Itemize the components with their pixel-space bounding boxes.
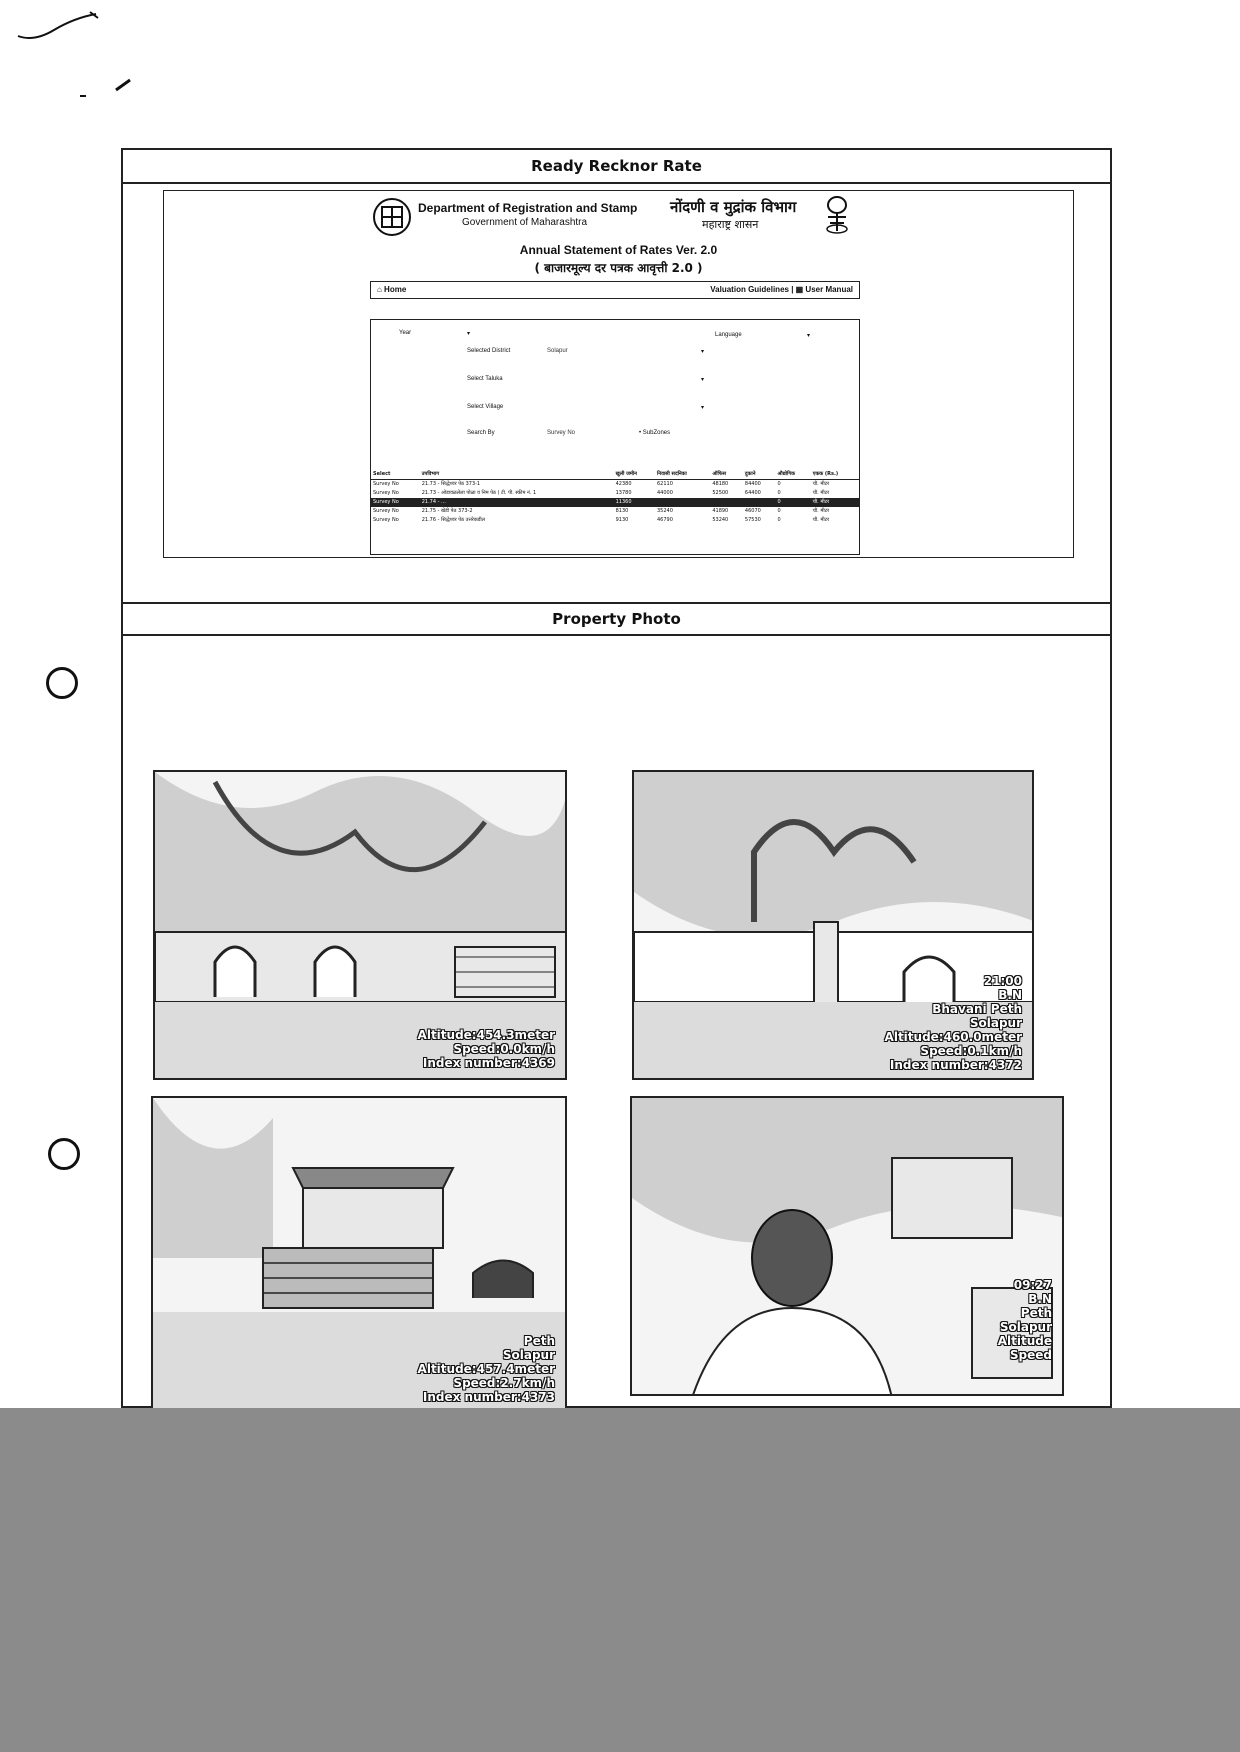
table-cell: 84400 — [744, 481, 761, 487]
statement-title-en: Annual Statement of Rates Ver. 2.0 — [519, 243, 718, 257]
property-photo[interactable] — [153, 770, 567, 1080]
table-cell: Survey No — [373, 517, 399, 523]
overlay-line: Altitude:457.4meter — [417, 1362, 555, 1376]
table-row[interactable] — [371, 480, 859, 490]
photo-gps-overlay — [418, 1334, 555, 1404]
table-cell: 52500 — [712, 490, 729, 496]
overlay-line: B.N — [998, 988, 1022, 1002]
table-cell: 42380 — [615, 481, 632, 487]
table-cell: 48180 — [712, 481, 729, 487]
overlay-line: Speed:0.1km/h — [920, 1044, 1022, 1058]
rate-table — [371, 470, 859, 525]
table-cell: Survey No — [373, 490, 399, 496]
table-cell: 21.73 - सिद्धेश्वर पेठ 373-1 — [421, 481, 481, 487]
state-emblem-icon — [824, 195, 850, 235]
chevron-down-icon[interactable]: ▾ — [467, 331, 471, 337]
search-by-value[interactable]: Survey No — [547, 430, 576, 436]
report-frame — [121, 148, 1112, 1408]
chevron-down-icon[interactable]: ▾ — [807, 333, 811, 339]
department-name-mr: नोंदणी व मुद्रांक विभाग — [670, 198, 797, 216]
punch-hole — [48, 1138, 80, 1170]
chevron-down-icon[interactable]: ▾ — [701, 377, 705, 383]
table-cell: 62110 — [657, 481, 673, 487]
column-header: औद्योगिक — [777, 471, 795, 477]
overlay-line: Altitude:454.3meter — [417, 1028, 555, 1042]
chevron-down-icon[interactable]: ▾ — [701, 405, 705, 411]
government-name-en: Government of Maharashtra — [462, 217, 588, 228]
portal-nav-bar — [370, 281, 860, 299]
column-header: निवासी सदनिका — [657, 471, 687, 477]
property-photo-header: Property Photo — [123, 602, 1110, 636]
column-header: एकक (Rs.) — [812, 471, 839, 477]
overlay-line: Peth — [1020, 1306, 1052, 1320]
rate-search-form — [370, 319, 860, 555]
overlay-line: Speed — [1009, 1348, 1052, 1362]
portal-header — [372, 195, 852, 243]
column-header: खुली जमीन — [615, 471, 637, 477]
punch-hole — [46, 667, 78, 699]
overlay-line: 09:27 — [1013, 1278, 1052, 1292]
table-cell: 64400 — [744, 490, 761, 496]
village-label: Select Village — [467, 404, 504, 410]
table-cell: 44000 — [657, 490, 673, 496]
table-row-selected[interactable] — [371, 498, 859, 507]
overlay-line: Peth — [523, 1334, 555, 1348]
table-cell — [655, 498, 710, 507]
district-label: Selected District — [467, 348, 511, 354]
scan-mark-small — [76, 72, 136, 102]
overlay-line: Altitude:460.0meter — [884, 1030, 1022, 1044]
year-label: Year — [399, 330, 412, 336]
overlay-line: Speed:0.0km/h — [453, 1042, 555, 1056]
table-cell: Survey No — [373, 508, 399, 514]
property-photo[interactable] — [630, 1096, 1064, 1396]
overlay-line: Solapur — [969, 1016, 1022, 1030]
statement-title-mr: ( बाजारमूल्य दर पत्रक आवृत्ती 2.0 ) — [534, 261, 703, 275]
table-cell: 8130 — [615, 508, 629, 514]
table-cell: 0 — [775, 498, 810, 507]
table-row[interactable] — [371, 489, 859, 498]
overlay-line: B.N — [1028, 1292, 1052, 1306]
photo-gps-overlay — [885, 974, 1022, 1072]
chevron-down-icon[interactable]: ▾ — [701, 349, 705, 355]
column-header: उपविभाग — [421, 471, 440, 477]
language-label: Language — [715, 332, 742, 338]
column-header: Select — [373, 471, 391, 477]
property-photo[interactable] — [632, 770, 1034, 1080]
table-cell: 57530 — [744, 517, 761, 523]
photo-gps-overlay — [418, 1028, 555, 1070]
table-cell: 0 — [777, 490, 781, 496]
overlay-line: 21:00 — [983, 974, 1022, 988]
table-cell — [743, 498, 776, 507]
table-cell: चौ. मीटर — [812, 481, 830, 487]
property-photo[interactable] — [151, 1096, 567, 1410]
table-cell: 46070 — [744, 508, 761, 514]
scan-grey-band — [0, 1408, 1240, 1752]
scan-mark-top — [14, 6, 104, 46]
department-name-en: Department of Registration and Stamp — [418, 201, 638, 215]
subzone-option[interactable]: • SubZones — [639, 430, 671, 436]
photo-gps-overlay — [998, 1278, 1052, 1362]
nav-home-link[interactable]: ⌂ Home — [377, 285, 407, 294]
table-cell: चौ. मीटर — [812, 517, 830, 523]
overlay-line: Bhavani Peth — [932, 1002, 1022, 1016]
overlay-line: Solapur — [999, 1320, 1052, 1334]
search-by-label: Search By — [467, 430, 495, 436]
nav-guidelines-link[interactable]: Valuation Guidelines | ▦ User Manual — [710, 285, 853, 294]
table-cell: 35240 — [657, 508, 673, 514]
table-cell: 21.73 - ओडावळलेला पोळा व निम पेठ ( टी. पी. स्कीम नं. 1 — [421, 490, 537, 496]
table-cell: Survey No — [371, 498, 420, 507]
overlay-line: Index number:4373 — [422, 1390, 555, 1404]
taluka-label: Select Taluka — [467, 376, 503, 382]
table-cell: 9130 — [615, 517, 629, 523]
table-cell: 41890 — [712, 508, 729, 514]
table-cell: 21.75 - खेडी पेठ 373-2 — [421, 508, 473, 514]
table-cell: 0 — [777, 508, 781, 514]
table-cell: 46790 — [657, 517, 673, 523]
overlay-line: Solapur — [502, 1348, 555, 1362]
table-cell: 21.74 - ... — [420, 498, 614, 507]
table-row[interactable] — [371, 507, 859, 516]
table-cell — [710, 498, 743, 507]
table-cell: चौ. मीटर — [812, 490, 830, 496]
table-row[interactable] — [371, 516, 859, 525]
district-select[interactable]: Solapur — [547, 348, 568, 354]
government-name-mr: महाराष्ट्र शासन — [702, 218, 759, 231]
table-cell: 0 — [777, 481, 781, 487]
table-cell: 0 — [777, 517, 781, 523]
ready-recknor-header: Ready Recknor Rate — [123, 150, 1110, 184]
table-cell: 11360 — [614, 498, 655, 507]
table-cell: 53240 — [712, 517, 729, 523]
ready-recknor-screenshot — [163, 190, 1074, 558]
overlay-line: Index number:4369 — [422, 1056, 555, 1070]
overlay-line: Index number:4372 — [889, 1058, 1022, 1072]
table-cell: चौ. मीटर — [811, 498, 859, 507]
table-cell: Survey No — [373, 481, 399, 487]
department-logo-icon — [372, 197, 412, 237]
table-cell: 13780 — [615, 490, 632, 496]
table-cell: 21.76 - सिद्धेश्वर पेठ उत्तरेकडील — [421, 517, 486, 523]
column-header: ऑफिस — [712, 471, 726, 477]
rate-table-header — [371, 470, 859, 480]
column-header: दुकाने — [744, 471, 756, 477]
overlay-line: Altitude — [997, 1334, 1052, 1348]
overlay-line: Speed:2.7km/h — [453, 1376, 555, 1390]
table-cell: चौ. मीटर — [812, 508, 830, 514]
